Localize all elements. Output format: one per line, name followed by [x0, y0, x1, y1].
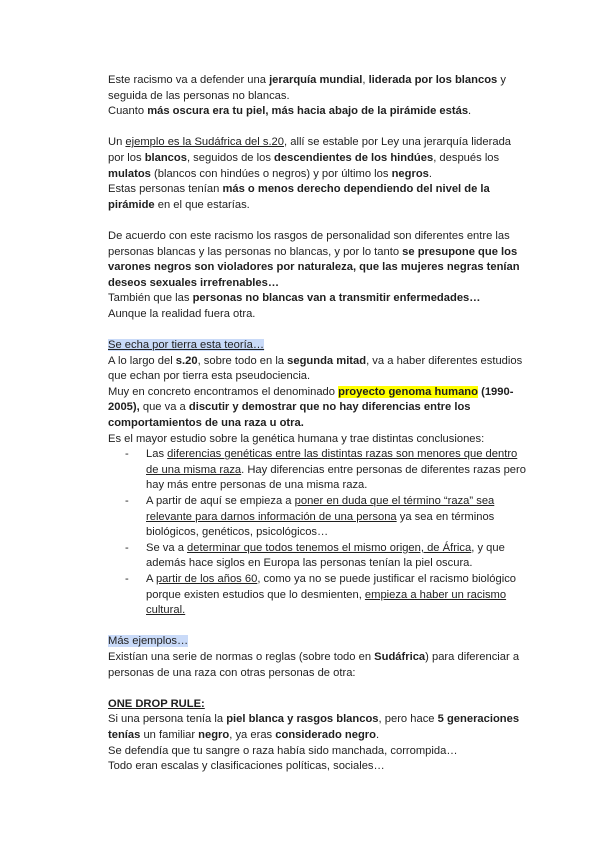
- document-page: [108, 73, 528, 775]
- text: y seguida de las personas no blancas.: [108, 74, 506, 102]
- text: , va a haber diferentes estudios que echan por tierra esta pseudociencia.: [108, 354, 523, 383]
- text: en el que estarías.: [154, 198, 250, 211]
- sudafrica-paragraph: [108, 135, 528, 182]
- enfermedades-paragraph: [108, 291, 528, 307]
- bold-text: personas no blancas van a transmitir enfermedades…: [192, 292, 481, 305]
- intro-paragraph-1: [108, 73, 528, 104]
- text: ) para diferenciar a personas de una raza con otras personas de otra:: [108, 650, 520, 679]
- text: (blancos con hindúes o negros) y por último los: [150, 167, 392, 180]
- bold-text: 5 generaciones tenías: [108, 713, 520, 741]
- conclusiones-intro: Es el mayor estudio sobre la genética humana y trae distintas conclusiones:: [108, 432, 485, 445]
- bold-text: Sudáfrica: [374, 650, 426, 663]
- text: , y que además hace siglos en Europa las personas tenían la piel oscura.: [146, 541, 505, 570]
- text: A: [146, 573, 156, 585]
- text: . Hay diferencias entre personas de diferentes razas pero hay más entre personas de una misma raza.: [146, 463, 526, 492]
- escalas-paragraph: Todo eran escalas y clasificaciones políticas, sociales…: [108, 760, 385, 773]
- text: Se va a: [146, 541, 188, 554]
- conclusiones-list: [108, 447, 528, 619]
- bold-text: considerado negro: [275, 728, 376, 741]
- text: .: [428, 167, 432, 180]
- text: Un: [108, 136, 126, 149]
- bold-text: más oscura era tu piel, más hacia abajo de la pirámide estás: [147, 105, 469, 118]
- bold-text: discutir y demostrar que no hay diferencias entre los comportamientos de una raza u otra.: [108, 401, 471, 430]
- bold-text: liderada por los blancos: [368, 74, 498, 86]
- text: A lo largo del: [108, 354, 176, 367]
- teoria-heading: [108, 338, 528, 354]
- text: .: [468, 105, 472, 118]
- text: , pero hace: [378, 713, 438, 726]
- list-item: [146, 541, 528, 572]
- text: Estas personas tenían: [108, 183, 223, 196]
- bold-text: piel blanca y rasgos blancos: [226, 713, 379, 726]
- underlined-text: ejemplo es la Sudáfrica del s.20: [125, 136, 285, 149]
- rasgos-paragraph: [108, 229, 528, 291]
- heading-text: Se echa por tierra esta teoría…: [108, 339, 265, 352]
- text: que va a: [139, 401, 189, 414]
- text: Existían una serie de normas o reglas (sobre todo en: [108, 650, 375, 663]
- text: , allí se estable por Ley una jerarquía liderada por los: [108, 136, 512, 164]
- text: ,: [362, 74, 369, 86]
- bold-text: mulatos: [108, 167, 151, 180]
- bold-text: segunda mitad: [287, 354, 367, 367]
- underlined-text: partir de los años 60: [155, 573, 258, 585]
- underlined-text: poner en duda que el término “raza” sea relevante para darnos información de una persona: [146, 495, 495, 523]
- bold-text: se presupone que los varones negros son violadores por naturaleza, que las mujeres negras tenían deseos sexuales irrefrenables…: [108, 245, 520, 289]
- intro-paragraph-2: [108, 104, 528, 120]
- bold-text: jerarquía mundial: [269, 74, 363, 86]
- list-item: [146, 572, 528, 619]
- ejemplos-heading: [108, 634, 528, 650]
- text: Este racismo va a defender una: [108, 74, 270, 86]
- text: Cuanto: [108, 105, 148, 118]
- bold-text: s.20: [175, 354, 198, 367]
- one-drop-paragraph: [108, 712, 528, 743]
- underlined-text: determinar que todos tenemos el mismo origen, de África: [187, 541, 472, 554]
- text: , seguidos de los: [186, 151, 275, 164]
- heading-text: Más ejemplos…: [108, 635, 189, 648]
- bold-text: negro: [198, 728, 230, 741]
- bold-text: negros: [391, 167, 429, 180]
- text: Si una persona tenía la: [108, 713, 227, 726]
- text: Las: [146, 448, 168, 461]
- underlined-text: empieza a haber un racismo cultural.: [146, 588, 507, 617]
- siglo20-paragraph: [108, 354, 528, 385]
- one-drop-rule-heading: ONE DROP RULE:: [108, 697, 205, 710]
- underlined-text: diferencias genéticas entre las distintas razas son menores que dentro de una misma raza: [146, 448, 518, 476]
- realidad-paragraph: Aunque la realidad fuera otra.: [108, 307, 256, 320]
- sangre-paragraph: Se defendía que tu sangre o raza había sido manchada, corrompida…: [108, 744, 458, 757]
- list-item: [146, 447, 528, 494]
- bold-text: más o menos derecho dependiendo del nivel de la pirámide: [108, 183, 490, 211]
- text: También que las: [108, 292, 193, 305]
- text: .: [375, 728, 380, 741]
- text: , después los: [433, 151, 500, 164]
- highlighted-text: proyecto genoma humano: [338, 385, 478, 398]
- piramide-paragraph: [108, 182, 528, 213]
- list-item: [146, 494, 528, 541]
- text: Muy en concreto encontramos el denominado: [108, 385, 339, 398]
- text: A partir de aquí se empieza a: [146, 495, 295, 508]
- text: un familiar: [140, 728, 199, 741]
- bold-text: descendientes de los hindúes: [274, 151, 434, 164]
- text: , como ya no se puede justificar el racismo biológico porque existen estudios que lo desmienten,: [146, 573, 517, 601]
- text: ya sea en términos biológicos, genéticos, psicológicos…: [146, 510, 495, 539]
- genoma-paragraph: [108, 385, 528, 432]
- bold-text: blancos: [144, 151, 187, 164]
- text: , ya eras: [229, 728, 276, 741]
- text: De acuerdo con este racismo los rasgos de personalidad son diferentes entre las personas blancas y las personas no blancas, y por lo tanto: [108, 229, 510, 258]
- normas-paragraph: [108, 650, 528, 681]
- text: , sobre todo en la: [197, 354, 288, 367]
- bold-text: (1990-2005),: [108, 385, 514, 414]
